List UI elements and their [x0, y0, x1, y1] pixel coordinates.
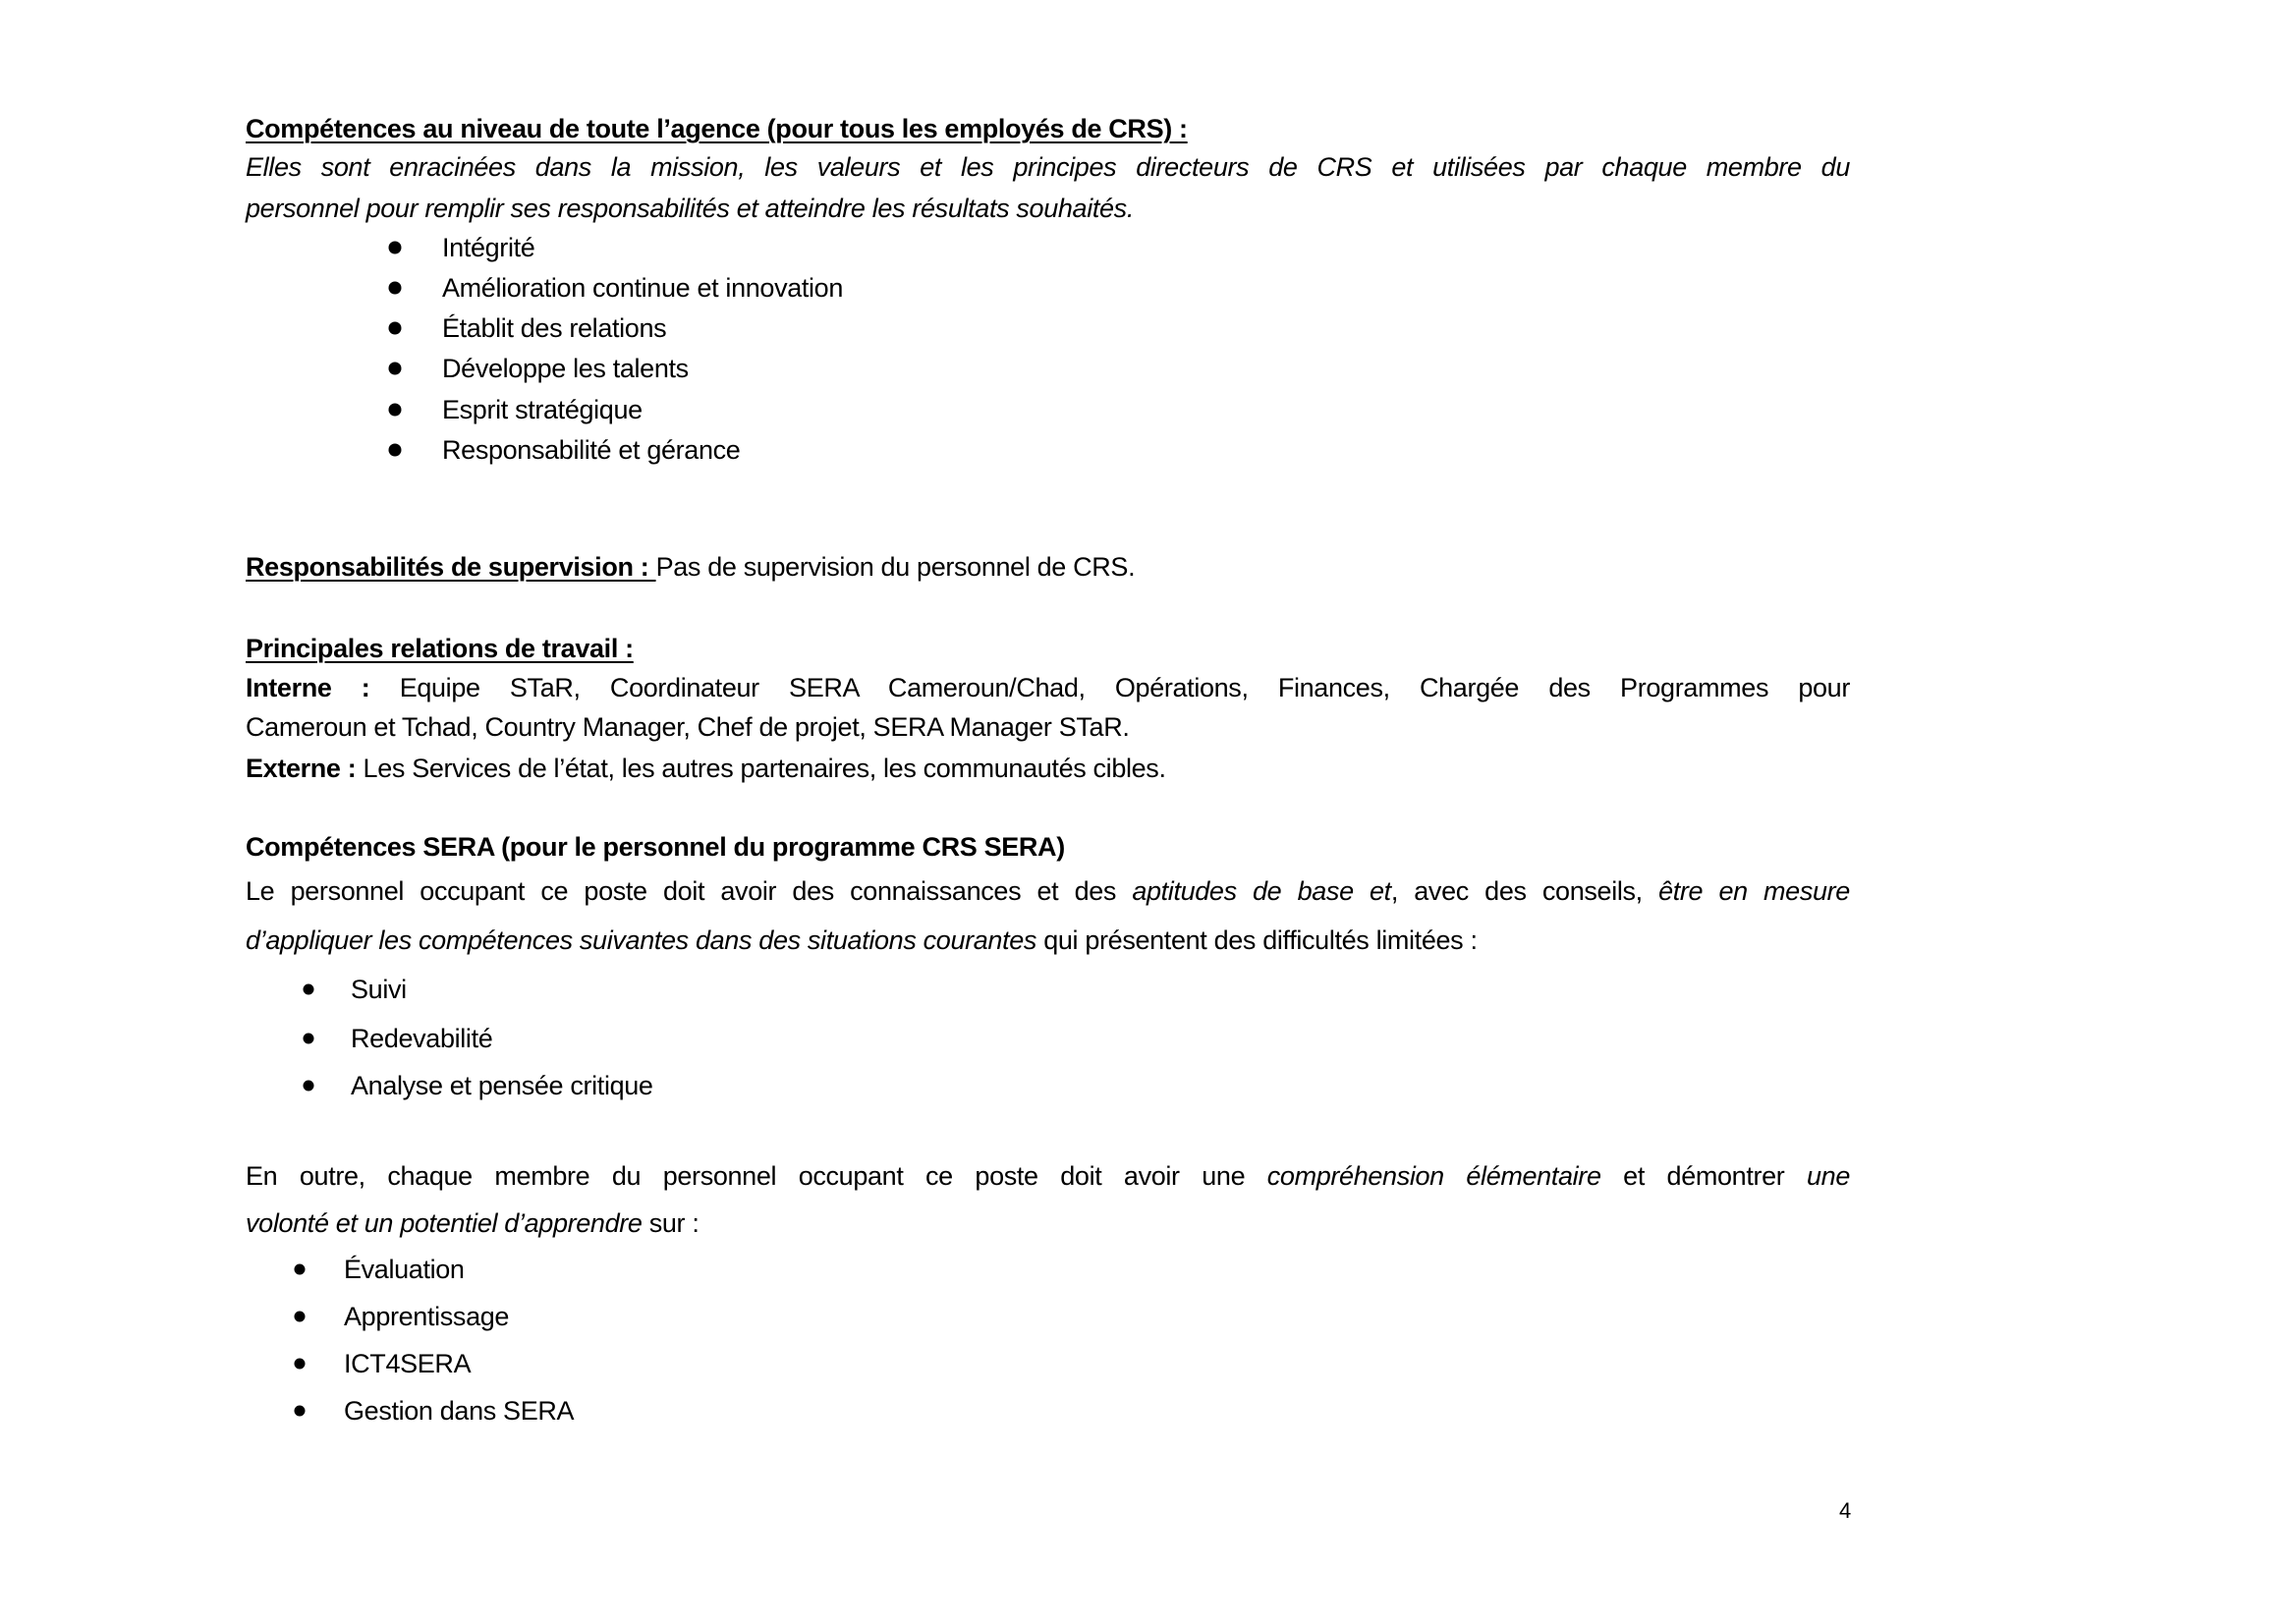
bullet-icon	[389, 322, 402, 335]
agency-intro-line-1: Elles sont enracinées dans la mission, les valeurs et les principes directeurs de CRS et utilisées par chaque membre du	[246, 152, 1850, 182]
sera-text: Le personnel occupant ce poste doit avoir des connaissances et des	[246, 876, 1133, 906]
list-item-text: Intégrité	[442, 233, 535, 262]
bullet-icon	[389, 404, 402, 417]
learning-text: et démontrer	[1600, 1161, 1807, 1191]
supervision-text: Pas de supervision du personnel de CRS.	[655, 552, 1136, 582]
list-item	[0, 1393, 2295, 1428]
internal-label: Interne :	[246, 673, 370, 702]
list-item	[0, 270, 2295, 306]
list-item-text: Suivi	[351, 975, 407, 1004]
external-label: Externe :	[246, 754, 357, 783]
sera-paragraph-line-1	[246, 873, 1850, 909]
list-item-text: Responsabilité et gérance	[442, 435, 741, 465]
list-item-text: Esprit stratégique	[442, 395, 643, 424]
bullet-icon	[389, 242, 402, 254]
bullet-icon	[389, 363, 402, 375]
sera-text-italic: aptitudes de base et	[1132, 876, 1391, 906]
internal-relations-line-1	[246, 670, 1850, 705]
learning-text: En outre, chaque membre du personnel occupant ce poste doit avoir une	[246, 1161, 1267, 1191]
learning-text-italic: une	[1806, 1161, 1850, 1191]
list-item	[0, 230, 2295, 265]
learning-text: sur :	[642, 1208, 700, 1238]
list-item-text: Amélioration continue et innovation	[442, 273, 844, 303]
working-relations-heading: Principales relations de travail :	[246, 634, 634, 663]
list-item-text: ICT4SERA	[344, 1349, 472, 1378]
list-item-text: Développe les talents	[442, 354, 689, 383]
bullet-icon	[304, 984, 314, 995]
sera-text-italic: être en mesure	[1658, 876, 1850, 906]
sera-competencies-heading: Compétences SERA (pour le personnel du programme CRS SERA)	[246, 832, 1065, 862]
sera-paragraph-line-2	[246, 923, 1850, 958]
bullet-icon	[295, 1264, 306, 1275]
learning-paragraph-line-2	[246, 1205, 1850, 1241]
bullet-icon	[389, 282, 402, 295]
sera-text: , avec des conseils,	[1390, 876, 1659, 906]
bullet-icon	[295, 1312, 306, 1322]
bullet-icon	[304, 1081, 314, 1092]
learning-text-italic: volonté et un potentiel d’apprendre	[246, 1208, 643, 1238]
learning-paragraph-line-1	[246, 1158, 1850, 1194]
sera-text-italic: d’appliquer les compétences suivantes dans des situations courantes	[246, 925, 1037, 955]
list-item	[0, 1068, 2295, 1103]
list-item	[0, 351, 2295, 386]
internal-text-1: Equipe STaR, Coordinateur SERA Cameroun/Chad, Opérations, Finances, Chargée des Programmes pour	[369, 673, 1850, 702]
sera-text: qui présentent des difficultés limitées :	[1036, 925, 1478, 955]
supervision-line	[246, 549, 1850, 585]
list-item	[0, 392, 2295, 427]
list-item	[0, 1252, 2295, 1287]
bullet-icon	[295, 1359, 306, 1370]
bullet-icon	[389, 444, 402, 457]
bullet-icon	[304, 1034, 314, 1044]
bullet-icon	[295, 1406, 306, 1417]
page-number: 4	[1839, 1498, 1852, 1523]
external-text: Les Services de l’état, les autres partenaires, les communautés cibles.	[356, 754, 1166, 783]
external-relations-line	[246, 751, 1850, 786]
list-item	[0, 432, 2295, 468]
supervision-label: Responsabilités de supervision :	[246, 552, 656, 582]
learning-text-italic: compréhension élémentaire	[1266, 1161, 1601, 1191]
agency-competencies-heading: Compétences au niveau de toute l’agence (pour tous les employés de CRS) :	[246, 114, 1188, 143]
list-item-text: Évaluation	[344, 1255, 465, 1284]
internal-relations-line-2: Cameroun et Tchad, Country Manager, Chef de projet, SERA Manager STaR.	[246, 712, 1130, 742]
list-item	[0, 1021, 2295, 1056]
list-item-text: Analyse et pensée critique	[351, 1071, 653, 1100]
list-item-text: Apprentissage	[344, 1302, 510, 1331]
list-item	[0, 1299, 2295, 1334]
agency-intro-line-2: personnel pour remplir ses responsabilités et atteindre les résultats souhaités.	[246, 194, 1134, 223]
list-item-text: Gestion dans SERA	[344, 1396, 575, 1426]
list-item-text: Redevabilité	[351, 1024, 493, 1053]
list-item-text: Établit des relations	[442, 313, 667, 343]
list-item	[0, 1346, 2295, 1381]
list-item	[0, 310, 2295, 346]
list-item	[0, 972, 2295, 1007]
